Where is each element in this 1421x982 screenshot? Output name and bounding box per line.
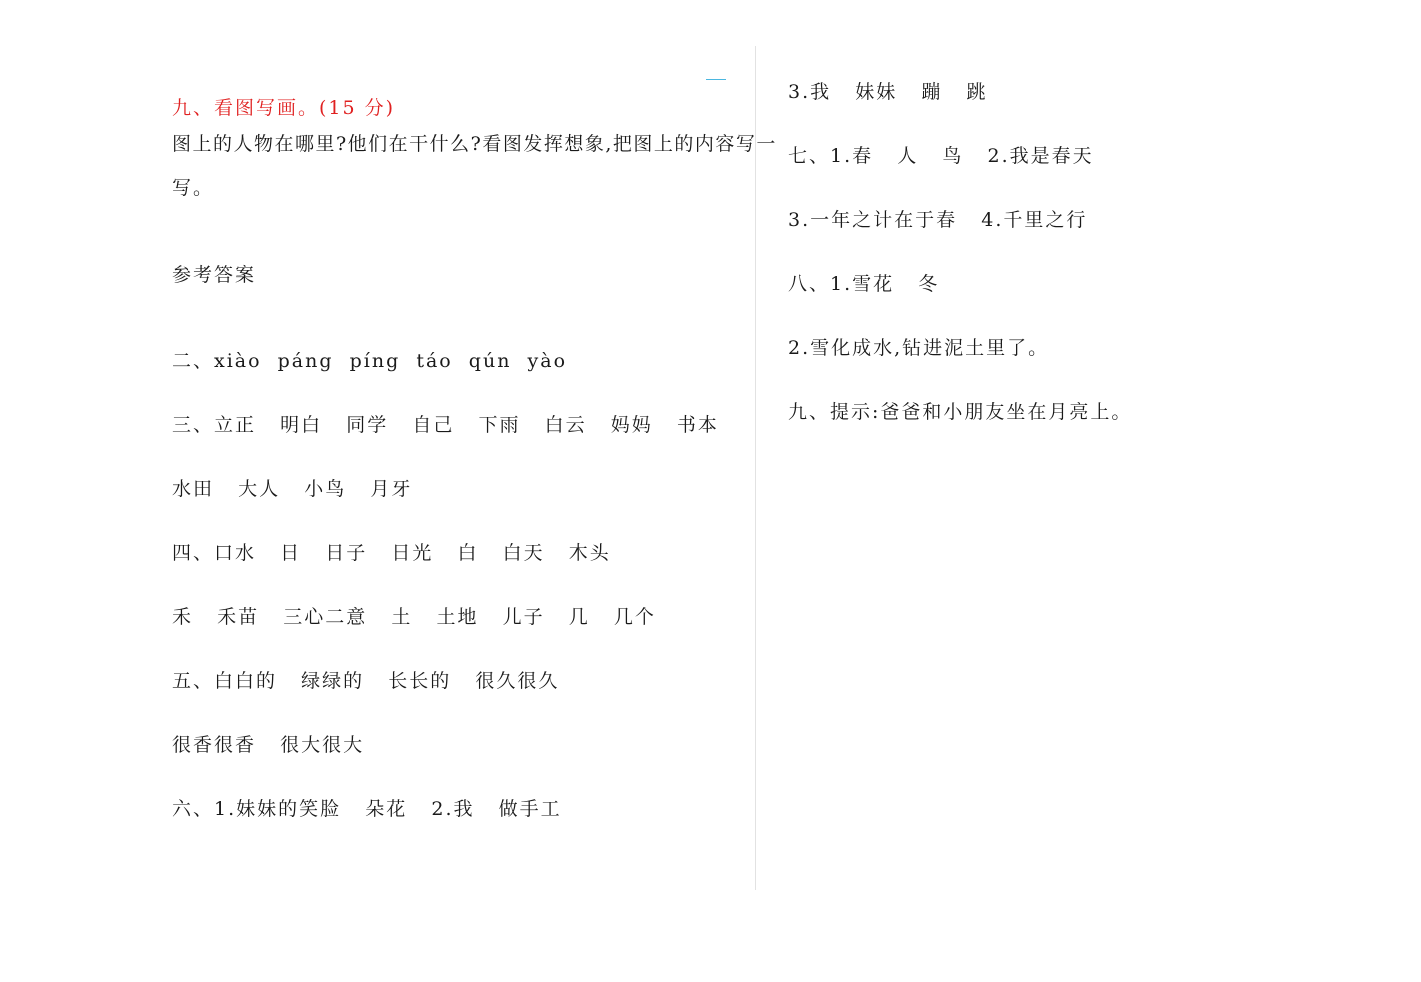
answer-4-line1: 四、口水 日 日子 日光 白 白天 木头 <box>172 542 611 564</box>
question-9-heading: 九、看图写画。(15 分) <box>172 97 396 119</box>
answer-8-line1: 八、1.雪花 冬 <box>788 273 940 295</box>
answer-7-line1: 七、1.春 人 鸟 2.我是春天 <box>788 145 1094 167</box>
answer-6: 六、1.妹妹的笑脸 朵花 2.我 做手工 <box>172 798 562 820</box>
answer-8-line2: 2.雪化成水,钻进泥土里了。 <box>788 337 1050 359</box>
answer-key-title: 参考答案 <box>172 264 257 286</box>
answer-2: 二、xiào páng píng táo qún yào <box>172 350 568 372</box>
answer-9: 九、提示:爸爸和小朋友坐在月亮上。 <box>788 401 1133 423</box>
answer-4-line2: 禾 禾苗 三心二意 土 土地 儿子 几 几个 <box>172 606 656 628</box>
answer-5-line1: 五、白白的 绿绿的 长长的 很久很久 <box>172 670 560 692</box>
answer-3-line1: 三、立正 明白 同学 自己 下雨 白云 妈妈 书本 <box>172 414 719 436</box>
answer-6-continued: 3.我 妹妹 蹦 跳 <box>788 81 988 103</box>
question-9-text-line2: 写。 <box>172 177 215 199</box>
question-9-text-line1: 图上的人物在哪里?他们在干什么?看图发挥想象,把图上的内容写一 <box>172 133 777 155</box>
answer-3-line2: 水田 大人 小鸟 月牙 <box>172 478 413 500</box>
column-divider <box>755 46 756 890</box>
answer-7-line2: 3.一年之计在于春 4.千里之行 <box>788 209 1088 231</box>
accent-mark <box>706 79 726 80</box>
answer-5-line2: 很香很香 很大很大 <box>172 734 365 756</box>
